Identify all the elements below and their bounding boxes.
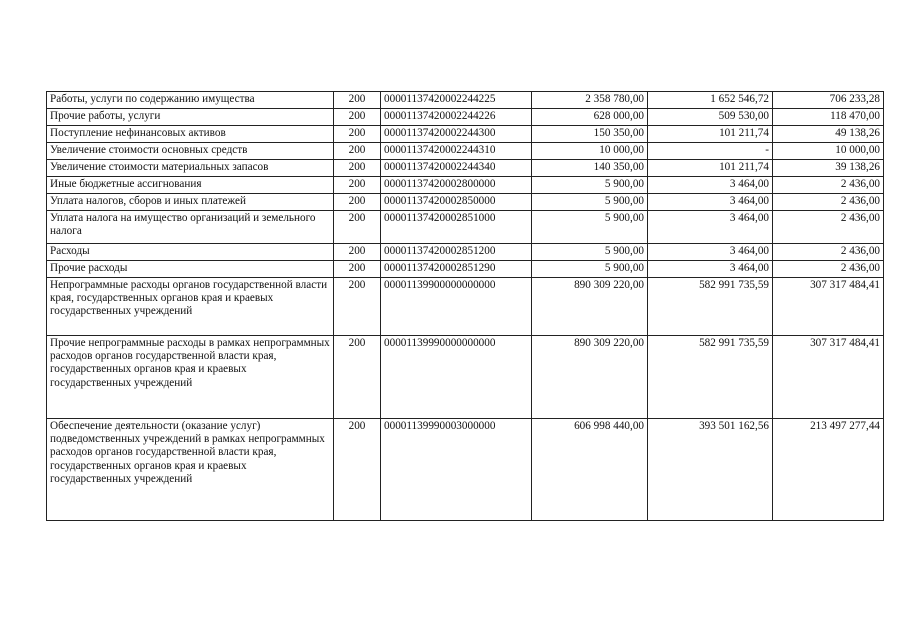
row-name-cell: Увеличение стоимости материальных запасов [47,160,334,177]
row-approved-cell: 5 900,00 [532,261,648,278]
row-remaining-cell: 118 470,00 [773,109,884,126]
row-name-cell: Расходы [47,244,334,261]
row-approved-cell: 150 350,00 [532,126,648,143]
row-executed-cell: 582 991 735,59 [648,278,773,336]
row-kbk-cell: 00001137420002244310 [381,143,532,160]
row-approved-cell: 628 000,00 [532,109,648,126]
row-remaining-cell: 39 138,26 [773,160,884,177]
row-kbk-cell: 00001137420002800000 [381,177,532,194]
row-approved-cell: 5 900,00 [532,244,648,261]
row-remaining-cell: 2 436,00 [773,177,884,194]
row-approved-cell: 2 358 780,00 [532,92,648,109]
table-row [47,126,884,143]
row-remaining-cell: 10 000,00 [773,143,884,160]
table-row [47,211,884,244]
row-executed-cell: 3 464,00 [648,244,773,261]
row-remaining-cell: 213 497 277,44 [773,419,884,521]
row-executed-cell: 101 211,74 [648,126,773,143]
row-approved-cell: 5 900,00 [532,177,648,194]
table-row [47,92,884,109]
row-name-cell: Уплата налога на имущество организаций и земельного налога [47,211,334,244]
table-row [47,194,884,211]
row-name-cell: Уплата налогов, сборов и иных платежей [47,194,334,211]
row-code-cell: 200 [334,211,381,244]
row-executed-cell: 509 530,00 [648,109,773,126]
table-row [47,278,884,336]
row-code-cell: 200 [334,194,381,211]
table-row [47,109,884,126]
row-approved-cell: 606 998 440,00 [532,419,648,521]
row-kbk-cell: 00001137420002851200 [381,244,532,261]
row-kbk-cell: 00001139990003000000 [381,419,532,521]
row-remaining-cell: 307 317 484,41 [773,336,884,419]
row-executed-cell: 3 464,00 [648,211,773,244]
row-code-cell: 200 [334,244,381,261]
row-executed-cell: 101 211,74 [648,160,773,177]
row-name-cell: Обеспечение деятельности (оказание услуг) подведомственных учреждений в рамках непрограммных расходов органов государственной власти края, государственных органов края и краевых государственных учреждений [47,419,334,521]
row-kbk-cell: 00001137420002244226 [381,109,532,126]
row-approved-cell: 890 309 220,00 [532,278,648,336]
row-remaining-cell: 706 233,28 [773,92,884,109]
row-executed-cell: 3 464,00 [648,177,773,194]
row-kbk-cell: 00001139900000000000 [381,278,532,336]
row-kbk-cell: 00001137420002244340 [381,160,532,177]
row-name-cell: Поступление нефинансовых активов [47,126,334,143]
row-name-cell: Прочие расходы [47,261,334,278]
row-code-cell: 200 [334,109,381,126]
row-remaining-cell: 2 436,00 [773,244,884,261]
row-remaining-cell: 49 138,26 [773,126,884,143]
row-executed-cell: 1 652 546,72 [648,92,773,109]
row-remaining-cell: 2 436,00 [773,261,884,278]
row-approved-cell: 5 900,00 [532,211,648,244]
row-approved-cell: 10 000,00 [532,143,648,160]
row-remaining-cell: 2 436,00 [773,211,884,244]
row-name-cell: Прочие работы, услуги [47,109,334,126]
row-kbk-cell: 00001137420002244225 [381,92,532,109]
budget-table [46,91,884,521]
row-kbk-cell: 00001137420002850000 [381,194,532,211]
row-remaining-cell: 2 436,00 [773,194,884,211]
table-row [47,244,884,261]
row-executed-cell: 582 991 735,59 [648,336,773,419]
row-approved-cell: 140 350,00 [532,160,648,177]
row-name-cell: Непрограммные расходы органов государственной власти края, государственных органов края и краевых государственных учреждений [47,278,334,336]
row-code-cell: 200 [334,143,381,160]
table-row [47,177,884,194]
budget-table-body [47,92,884,521]
row-code-cell: 200 [334,336,381,419]
row-code-cell: 200 [334,160,381,177]
row-name-cell: Работы, услуги по содержанию имущества [47,92,334,109]
table-row [47,160,884,177]
row-name-cell: Увеличение стоимости основных средств [47,143,334,160]
row-name-cell: Иные бюджетные ассигнования [47,177,334,194]
row-kbk-cell: 00001137420002851290 [381,261,532,278]
row-code-cell: 200 [334,278,381,336]
row-remaining-cell: 307 317 484,41 [773,278,884,336]
row-code-cell: 200 [334,92,381,109]
table-row [47,261,884,278]
row-executed-cell: 3 464,00 [648,194,773,211]
row-executed-cell: 3 464,00 [648,261,773,278]
row-kbk-cell: 00001137420002851000 [381,211,532,244]
row-code-cell: 200 [334,419,381,521]
table-row [47,143,884,160]
row-code-cell: 200 [334,177,381,194]
row-kbk-cell: 00001139990000000000 [381,336,532,419]
row-approved-cell: 890 309 220,00 [532,336,648,419]
row-code-cell: 200 [334,261,381,278]
table-row [47,419,884,521]
row-code-cell: 200 [334,126,381,143]
table-row [47,336,884,419]
row-executed-cell: 393 501 162,56 [648,419,773,521]
row-name-cell: Прочие непрограммные расходы в рамках непрограммных расходов органов государственной власти края, государственных органов края и краевых государственных учреждений [47,336,334,419]
row-approved-cell: 5 900,00 [532,194,648,211]
row-kbk-cell: 00001137420002244300 [381,126,532,143]
row-executed-cell: - [648,143,773,160]
